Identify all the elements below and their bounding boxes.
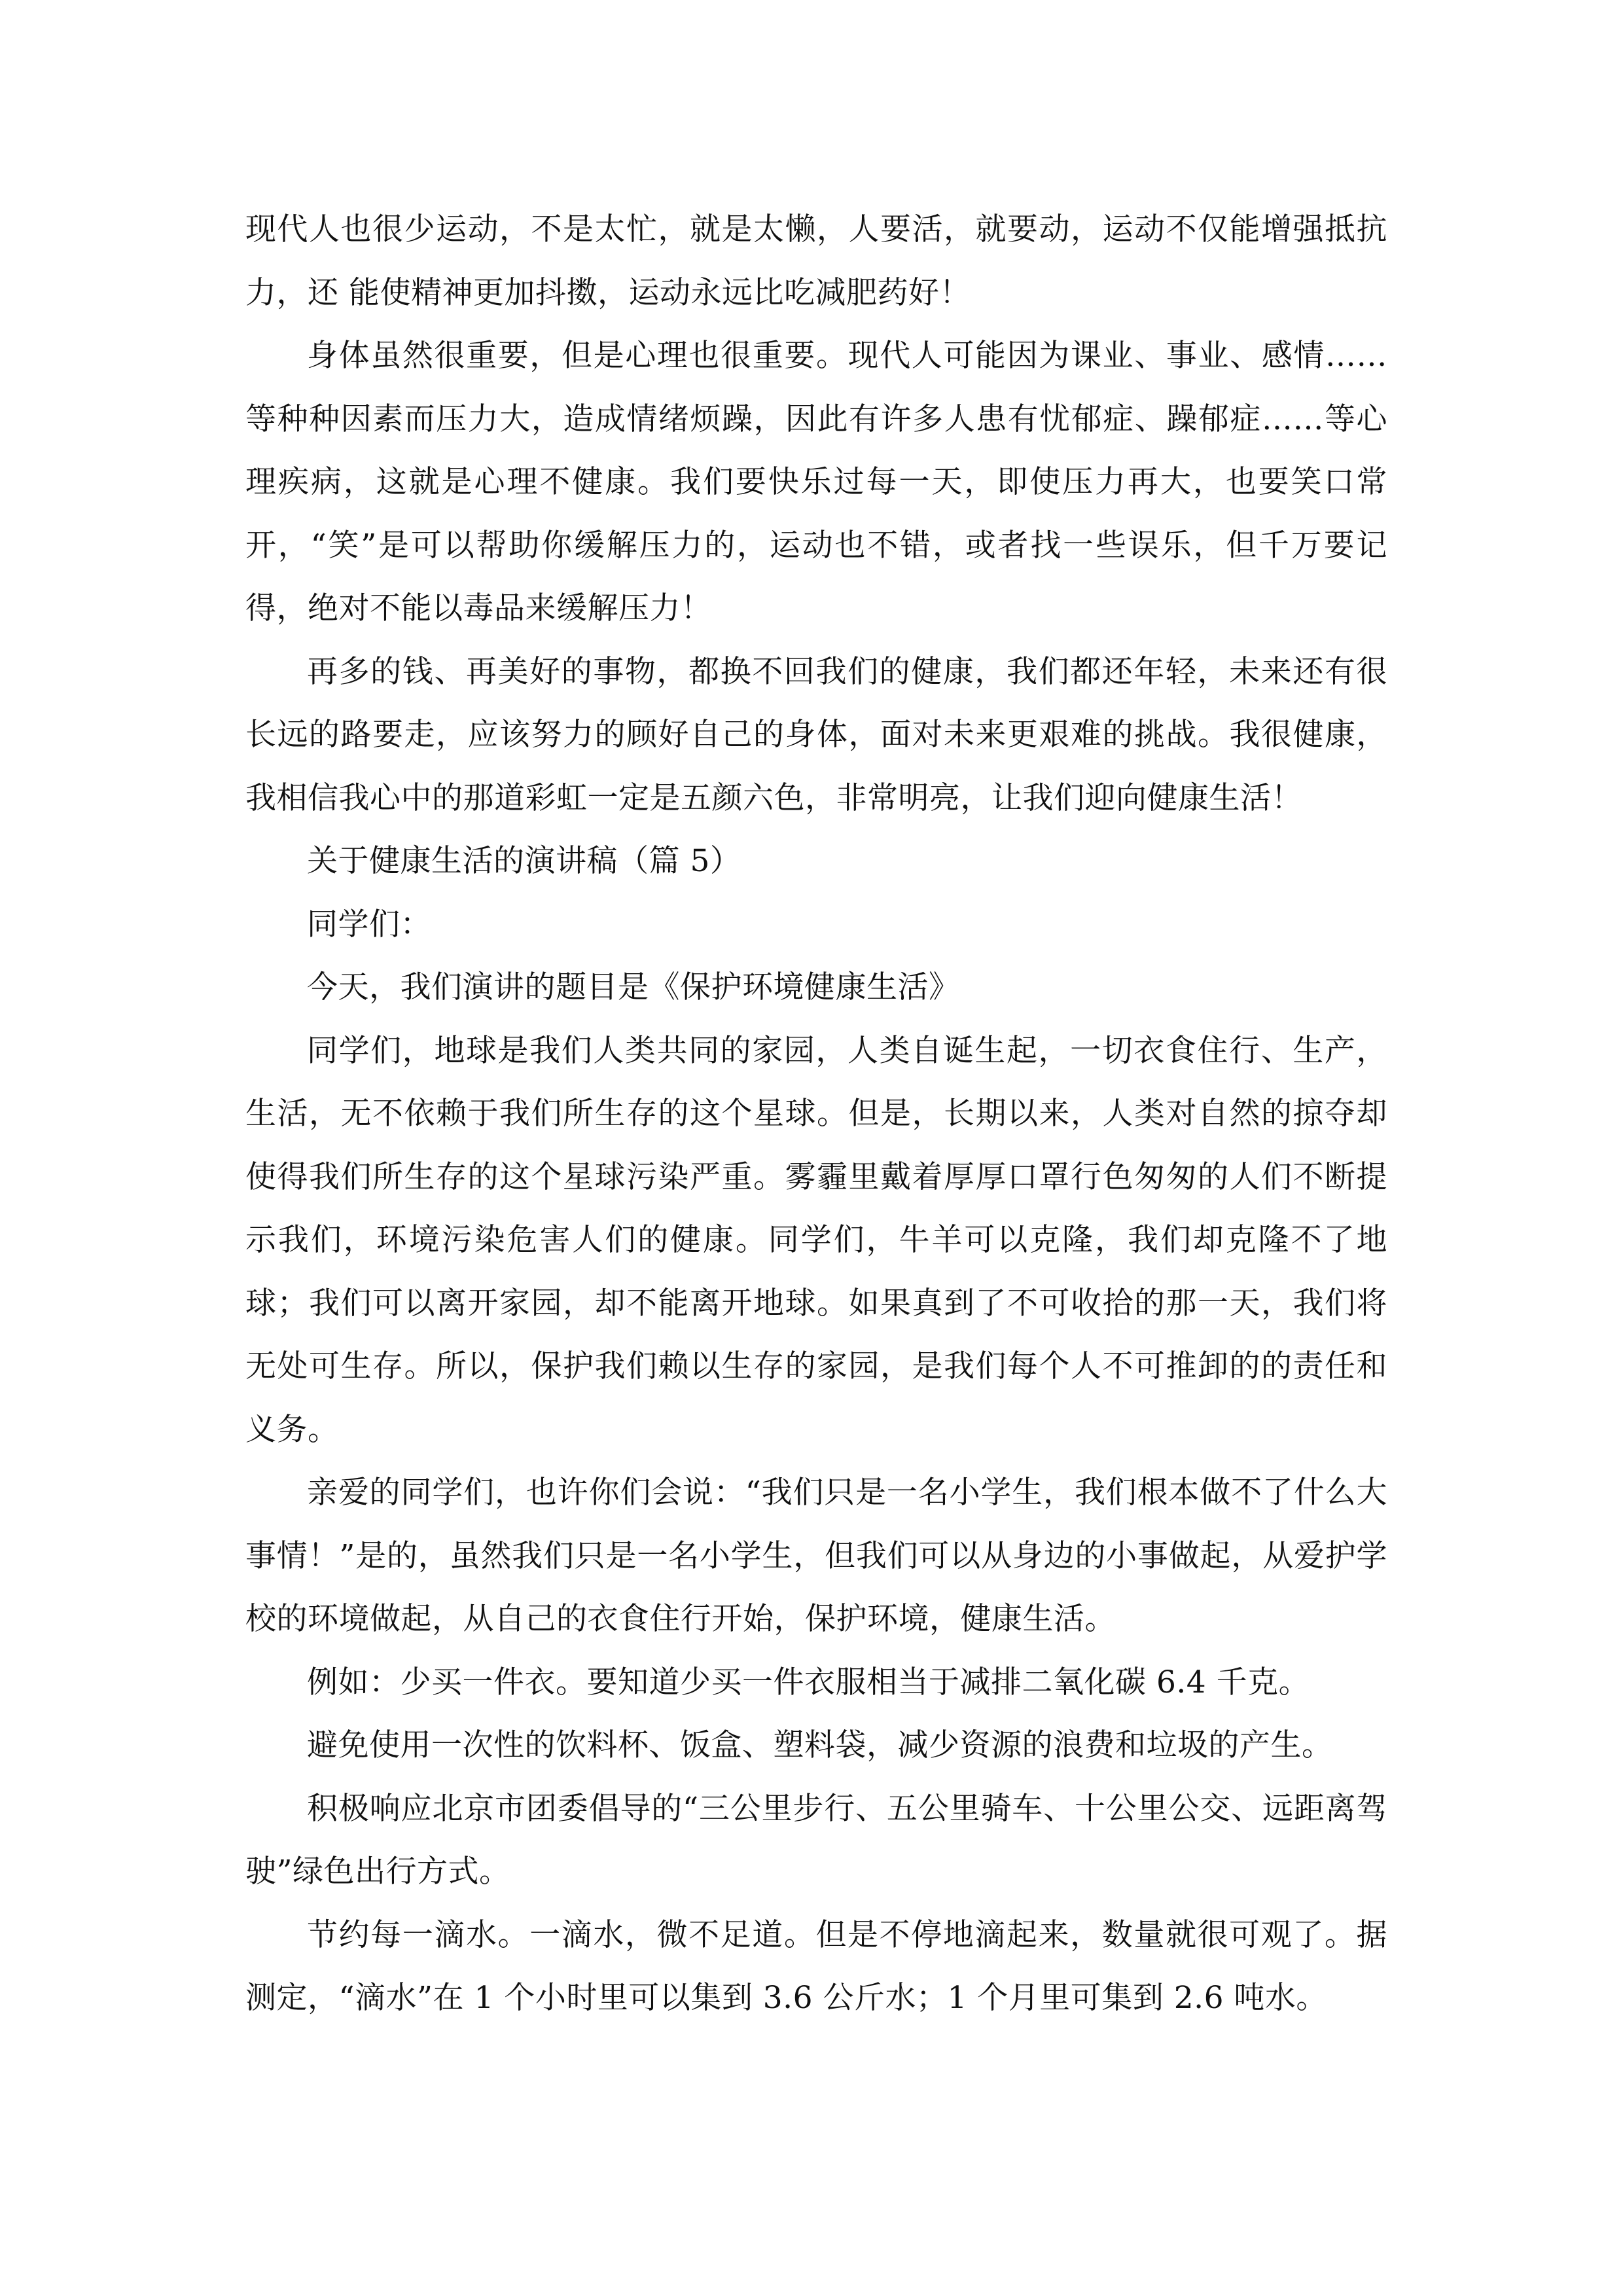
paragraph-green-travel: 积极响应北京市团委倡导的“三公里步行、五公里骑车、十公里公交、远距离驾驶”绿色出行方式。: [245, 1790, 1387, 1890]
speech-topic: 今天，我们演讲的题目是《保护环境健康生活》: [307, 969, 960, 1005]
paragraph-save-water: 节约每一滴水。一滴水，微不足道。但是不停地滴起来，数量就很可观了。据测定，“滴水”在 1 个小时里可以集到 3.6 公斤水；1 个月里可集到 2.6 吨水。: [245, 1916, 1387, 2016]
paragraph-exercise: 现代人也很少运动，不是太忙，就是太懒，人要活，就要动，运动不仅能增强抵抗力，还 能使精神更加抖擞，运动永远比吃减肥药好！: [245, 211, 1387, 311]
paragraph-conclusion: 再多的钱、再美好的事物，都换不回我们的健康，我们都还年轻，未来还有很长远的路要走，应该努力的顾好自己的身体，面对未来更艰难的挑战。我很健康，我相信我心中的那道彩虹一定是五颜六色，非常明亮，让我们迎向健康生活！: [245, 653, 1387, 816]
paragraph-mental-health: 身体虽然很重要，但是心理也很重要。现代人可能因为课业、事业、感情……等种种因素而压力大，造成情绪烦躁，因此有许多人患有忧郁症、躁郁症……等心理疾病，这就是心理不健康。我们要快乐过每一天，即使压力再大，也要笑口常开，“笑”是可以帮助你缓解压力的，运动也不错，或者找一些误乐，但千万要记 得，绝对不能以毒品来缓解压力！: [245, 338, 1387, 626]
paragraph-earth-home: 同学们，地球是我们人类共同的家园，人类自诞生起，一切衣食住行、生产，生活，无不依赖于我们所生存的这个星球。但是，长期以来，人类对自然的掠夺却使得我们所生存的这个星球污染严重。雾霾里戴着厚厚口罩行色匆匆的人们不断提示我们，环境污染危害人们的健康。同学们，牛羊可以克隆，我们却克隆不了地球；我们可以离开家园，却不能离开地球。如果真到了不可收拾的那一天，我们将无处可生存。所以，保护我们赖以生存的家园，是我们每个人不可推卸的的责任和义务。: [245, 1032, 1387, 1448]
paragraph-example-clothes: 例如：少买一件衣。要知道少买一件衣服相当于减排二氧化碳 6.4 千克。: [307, 1664, 1310, 1700]
paragraph-disposables: 避免使用一次性的饮料杯、饭盒、塑料袋，减少资源的浪费和垃圾的产生。: [307, 1727, 1333, 1763]
document-body: [245, 198, 1387, 2030]
salutation: 同学们：: [307, 906, 431, 942]
paragraph-small-things: 亲爱的同学们，也许你们会说：“我们只是一名小学生，我们根本做不了什么大事情！”是的，虽然我们只是一名小学生，但我们可以从身边的小事做起，从爱护学校的环境做起，从自己的衣食住行开始，保护环境，健康生活。: [245, 1475, 1387, 1637]
section-heading: 关于健康生活的演讲稿（篇 5）: [307, 843, 741, 879]
